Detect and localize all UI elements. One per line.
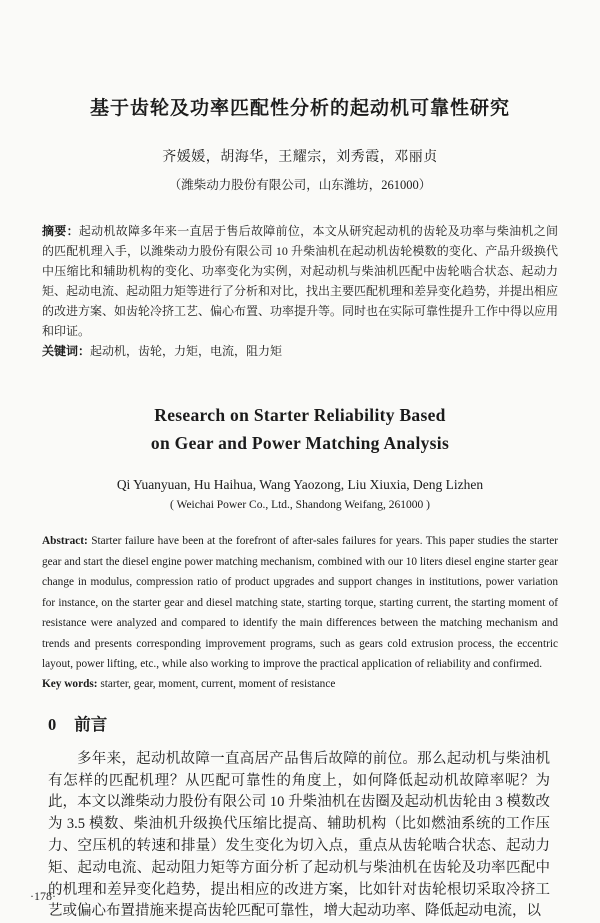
- abstract-label-en: Abstract:: [42, 535, 92, 548]
- keywords-text-zh: 起动机，齿轮，力矩，电流，阻力矩: [90, 344, 283, 359]
- paper-title-zh: 基于齿轮及功率匹配性分析的起动机可靠性研究: [89, 97, 510, 119]
- keywords-label-en: Key words:: [42, 678, 101, 691]
- keywords-zh: [42, 341, 558, 361]
- abstract-label-zh: 摘要：: [42, 224, 79, 239]
- affiliation-zh: （潍柴动力股份有限公司，山东潍坊，261000）: [168, 178, 432, 193]
- affiliation-en: ( Weichai Power Co., Ltd., Shandong Weifang, 261000 ): [170, 499, 430, 512]
- keywords-text-en: starter, gear, moment, current, moment of resistance: [100, 678, 336, 691]
- intro-paragraph: 多年来，起动机故障一直高居产品售后故障的前位。那么起动机与柴油机有怎样的匹配机理？从匹配可靠性的角度上，如何降低起动机故障率呢？为此，本文以潍柴动力股份有限公司 10 升柴油机在齿圈及起动机齿轮由 3 模数改为 3.5 模数、柴油机升级换代压缩比提高、辅助机构（比如燃油系统的工作压力、空压机的转速和排量）发生变化为切入点，重点从齿轮啮合状态、起动力矩、起动电流、起动阻力矩等方面分析了起动机与柴油机在齿轮及功率匹配中的机理和差异变化趋势，提出相应的改进方案，比如针对齿轮根切采取冷挤工艺或偏心布置措施来提高齿轮匹配可靠性，增大起动功率、降低起动电流，以: [48, 750, 550, 920]
- page-number: ·178·: [30, 888, 56, 903]
- section-heading-intro: [48, 711, 600, 735]
- abstract-text-en: Starter failure have been at the forefront of after-sales failures for years. This paper studies the starter gear and start the diesel engine power matching mechanism, combined with our 10 liters diesel engine starter gear change in modulus, compression ratio of product upgrades and support changes in institutions, power variation for instance, on the starter gear and diesel matching state, starting torque, starting current, the starting moment of resistance were analyzed and compared to identify the main differences between the matching mechanism and trends and presents corresponding improvement programs, such as gears cold extrusion process, the eccentric layout, power lifting, etc., while also working to improve the practical application of reliability and confirmed.: [42, 535, 558, 670]
- section-number: 0: [48, 714, 57, 734]
- section-title: 前言: [74, 714, 108, 734]
- abstract-en: [42, 531, 558, 674]
- paper-page: [0, 13, 600, 920]
- abstract-zh: [42, 221, 558, 341]
- paper-title-en-line1: Research on Starter Reliability Based: [154, 405, 446, 426]
- keywords-label-zh: 关键词：: [42, 344, 91, 359]
- keywords-en: [42, 674, 558, 694]
- paper-title-en: [0, 401, 600, 457]
- authors-zh: 齐媛媛，胡海华，王耀宗，刘秀霞，邓丽贞: [162, 150, 438, 166]
- authors-en: Qi Yuanyuan, Hu Haihua, Wang Yaozong, Liu Xiuxia, Deng Lizhen: [116, 477, 484, 493]
- abstract-text-zh: 起动机故障多年来一直居于售后故障前位，本文从研究起动机的齿轮及功率与柴油机之间的匹配机理入手，以潍柴动力股份有限公司 10 升柴油机在起动机齿轮模数的变化、产品升级换代中压缩比和辅助机构的变化、功率变化为实例，对起动机与柴油机匹配中齿轮啮合状态、起动力矩、起动电流、起动阻力矩等进行了分析和对比，找出主要匹配机理和差异变化趋势，并提出相应的改进方案、如齿轮冷挤工艺、偏心布置、功率提升等。同时也在实际可靠性提升工作中得以应用和印证。: [42, 224, 559, 339]
- paper-title-en-line2: on Gear and Power Matching Analysis: [150, 433, 450, 454]
